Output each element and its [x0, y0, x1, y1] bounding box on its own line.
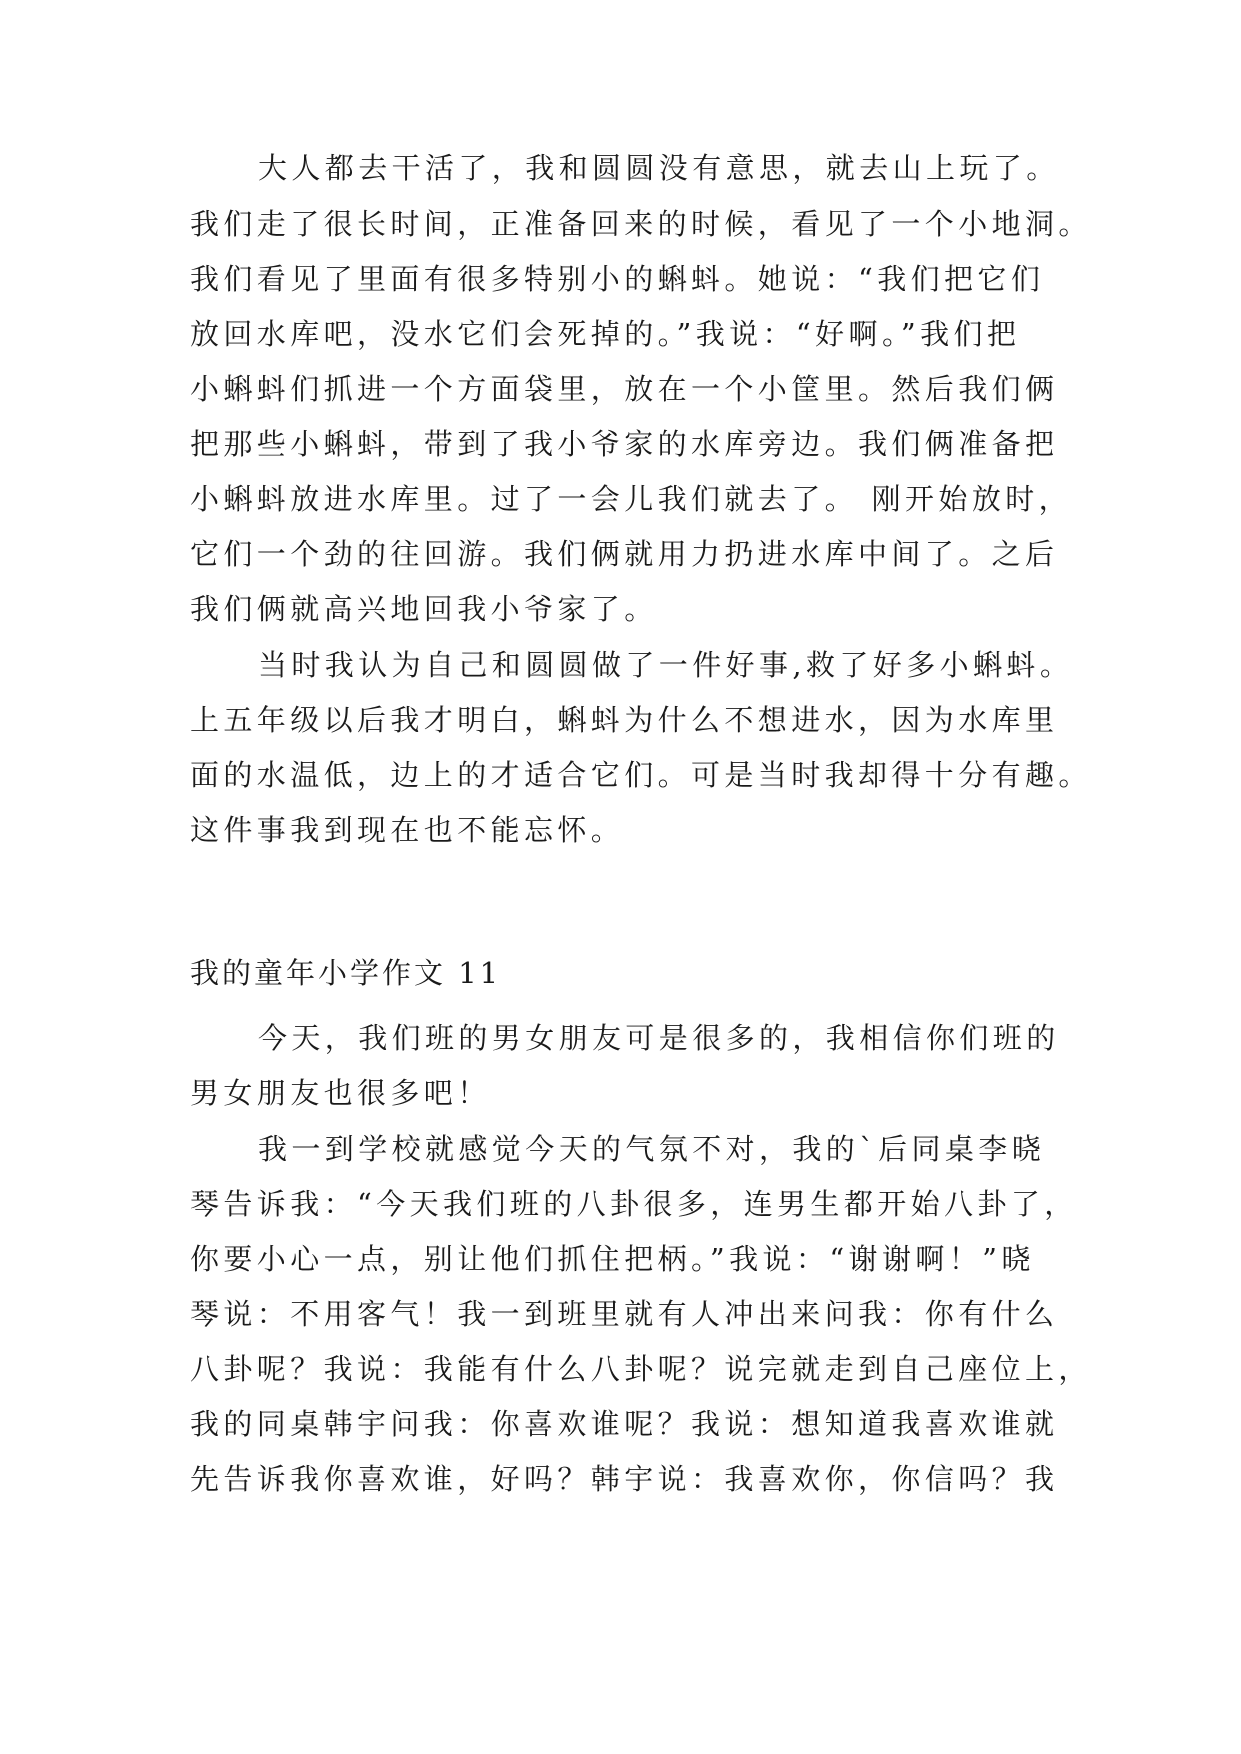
text-line: 小蝌蚪放进水库里。过了一会儿我们就去了。 刚开始放时， [190, 482, 1073, 516]
text-line: 琴告诉我：“今天我们班的八卦很多，连男生都开始八卦了， [190, 1187, 1078, 1221]
text-line: 这件事我到现在也不能忘怀。 [190, 813, 625, 847]
text-line: 我们走了很长时间，正准备回来的时候，看见了一个小地洞。 [190, 207, 1092, 241]
text-line: 男女朋友也很多吧！ [190, 1076, 491, 1110]
section-heading: 我的童年小学作文 11 [190, 956, 502, 990]
text-line: 把那些小蝌蚪，带到了我小爷家的水库旁边。我们俩准备把 [190, 427, 1059, 461]
text-line: 琴说：不用客气！我一到班里就有人冲出来问我：你有什么 [190, 1297, 1059, 1331]
text-line: 你要小心一点，别让他们抓住把柄。”我说：“谢谢啊！”晓 [190, 1242, 1035, 1276]
text-line: 大人都去干活了，我和圆圆没有意思，就去山上玩了。 [258, 151, 1060, 185]
text-line: 我们俩就高兴地回我小爷家了。 [190, 592, 658, 626]
text-line: 我的同桌韩宇问我：你喜欢谁呢？我说：想知道我喜欢谁就 [190, 1407, 1059, 1441]
text-line: 当时我认为自己和圆圆做了一件好事,救了好多小蝌蚪。 [258, 648, 1074, 682]
text-line: 放回水库吧，没水它们会死掉的。”我说：“好啊。”我们把 [190, 317, 1021, 351]
text-line: 我一到学校就感觉今天的气氛不对，我的`后同桌李晓 [258, 1132, 1046, 1166]
text-line: 小蝌蚪们抓进一个方面袋里，放在一个小筐里。然后我们俩 [190, 372, 1059, 406]
text-line: 它们一个劲的往回游。我们俩就用力扔进水库中间了。之后 [190, 537, 1059, 571]
text-line: 先告诉我你喜欢谁，好吗？韩宇说：我喜欢你，你信吗？我 [190, 1462, 1059, 1496]
text-line: 我们看见了里面有很多特别小的蝌蚪。她说：“我们把它们 [190, 262, 1045, 296]
text-line: 八卦呢？我说：我能有什么八卦呢？说完就走到自己座位上， [190, 1352, 1092, 1386]
text-line: 面的水温低，边上的才适合它们。可是当时我却得十分有趣。 [190, 758, 1092, 792]
text-line: 上五年级以后我才明白，蝌蚪为什么不想进水，因为水库里 [190, 703, 1059, 737]
text-line: 今天，我们班的男女朋友可是很多的，我相信你们班的 [258, 1021, 1060, 1055]
